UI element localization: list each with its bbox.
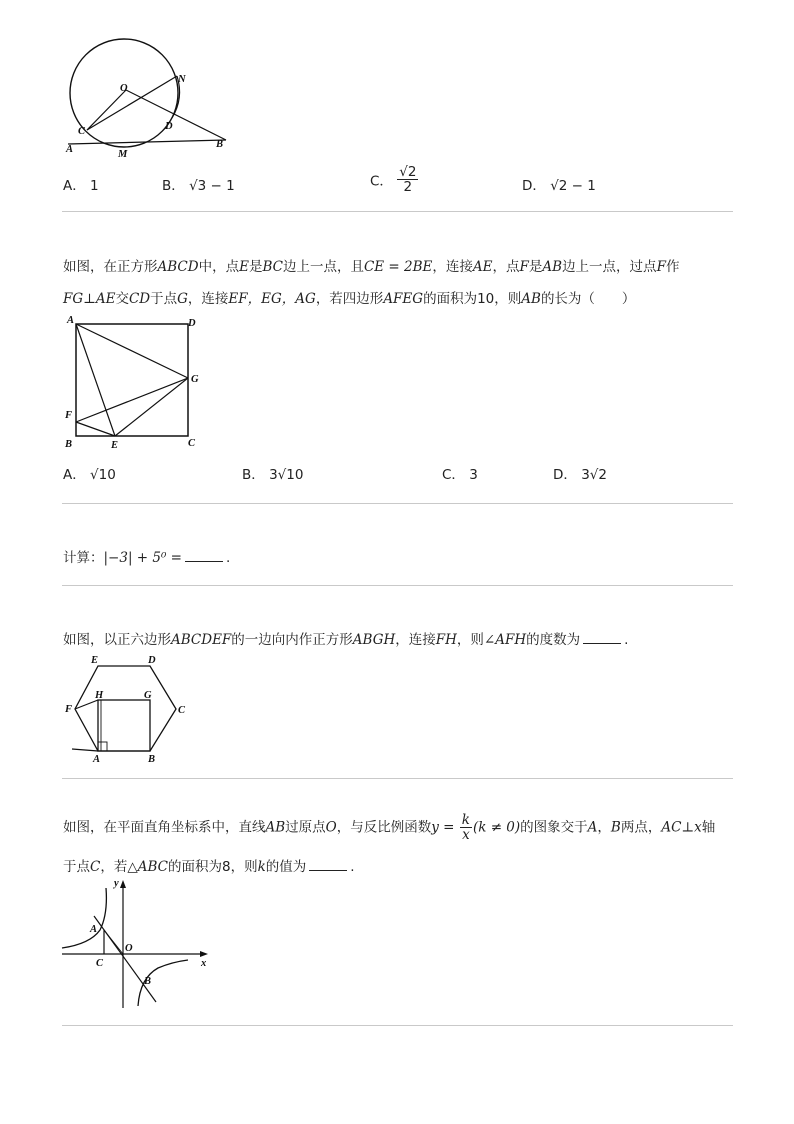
q5-figure	[60, 874, 220, 1014]
q2-text-line2: FG⊥AE交CD于点G，连接EF，EG，AG，若四边形AFEG的面积为10，则AB的长为（ ）	[63, 291, 636, 307]
q5-label-y: y	[114, 878, 119, 889]
q2-label-g: G	[191, 374, 199, 385]
q5-text-line2: 于点C，若△ABC的面积为8，则k的值为 .	[63, 859, 355, 875]
q2-label-d: D	[188, 318, 196, 329]
q2-figure	[60, 312, 210, 452]
q4-label-h: H	[95, 690, 104, 701]
q5-label-a: A	[90, 924, 98, 935]
divider-1	[62, 211, 733, 212]
q1-figure	[60, 36, 240, 162]
q2-label-b: B	[65, 439, 73, 450]
divider-4	[62, 778, 733, 779]
q5-label-x: x	[201, 958, 207, 969]
q5-label-c: C	[96, 958, 104, 969]
q2-label-f: F	[65, 410, 73, 421]
q5-text-line1: 如图，在平面直角坐标系中，直线AB过原点O，与反比例函数y = $\frac{k}{x}$ (k ≠ 0)的图象交于A，B两点，AC⊥x轴	[63, 812, 716, 843]
q4-answer-blank[interactable]	[583, 631, 621, 644]
q2-text-line1: 如图，在正方形ABCD中，点E是BC边上一点，且CE = 2BE，连接AE，点F是AB边上一点，过点F作	[63, 259, 680, 275]
q2-option-d[interactable]: D． 3√2	[553, 467, 607, 483]
q4-label-e: E	[91, 655, 99, 666]
q1-label-c: C	[78, 126, 86, 137]
q4-text: 如图，以正六边形ABCDEF的一边向内作正方形ABGH，连接FH，则∠AFH的度数为 .	[63, 632, 629, 648]
q2-label-e: E	[111, 440, 119, 451]
q1-label-n: N	[178, 74, 186, 85]
q1-label-d: D	[165, 121, 173, 132]
q1-option-c[interactable]: C． $\frac{√2}{2}$	[370, 164, 417, 195]
q5-label-o: O	[125, 943, 133, 954]
q4-label-g: G	[144, 690, 152, 701]
q1-label-m: M	[118, 149, 128, 160]
divider-5	[62, 1025, 733, 1026]
q2-option-b[interactable]: B． 3√10	[242, 467, 304, 483]
q5-label-b: B	[144, 976, 152, 987]
divider-3	[62, 585, 733, 586]
divider-2	[62, 503, 733, 504]
q2-label-c: C	[188, 438, 196, 449]
q1-label-b: B	[216, 139, 224, 150]
q1-label-o: O	[120, 83, 128, 94]
q1-option-b[interactable]: B． √3 − 1	[162, 178, 235, 194]
q4-label-b: B	[148, 754, 156, 765]
q1-option-a[interactable]: A． 1	[63, 178, 99, 194]
q2-option-a[interactable]: A． √10	[63, 467, 116, 483]
q2-label-a: A	[67, 315, 75, 326]
q3-text: 计算：|−3| + 5⁰ = .	[63, 550, 231, 566]
q4-label-a: A	[93, 754, 101, 765]
q2-option-c[interactable]: C． 3	[442, 467, 478, 483]
q5-answer-blank[interactable]	[309, 858, 347, 871]
q1-label-a: A	[66, 144, 74, 155]
q4-label-d: D	[148, 655, 156, 666]
q4-label-f: F	[65, 704, 73, 715]
q4-label-c: C	[178, 705, 186, 716]
q1-option-d[interactable]: D． √2 − 1	[522, 178, 596, 194]
q3-answer-blank[interactable]	[185, 549, 223, 562]
q4-figure	[60, 650, 200, 768]
